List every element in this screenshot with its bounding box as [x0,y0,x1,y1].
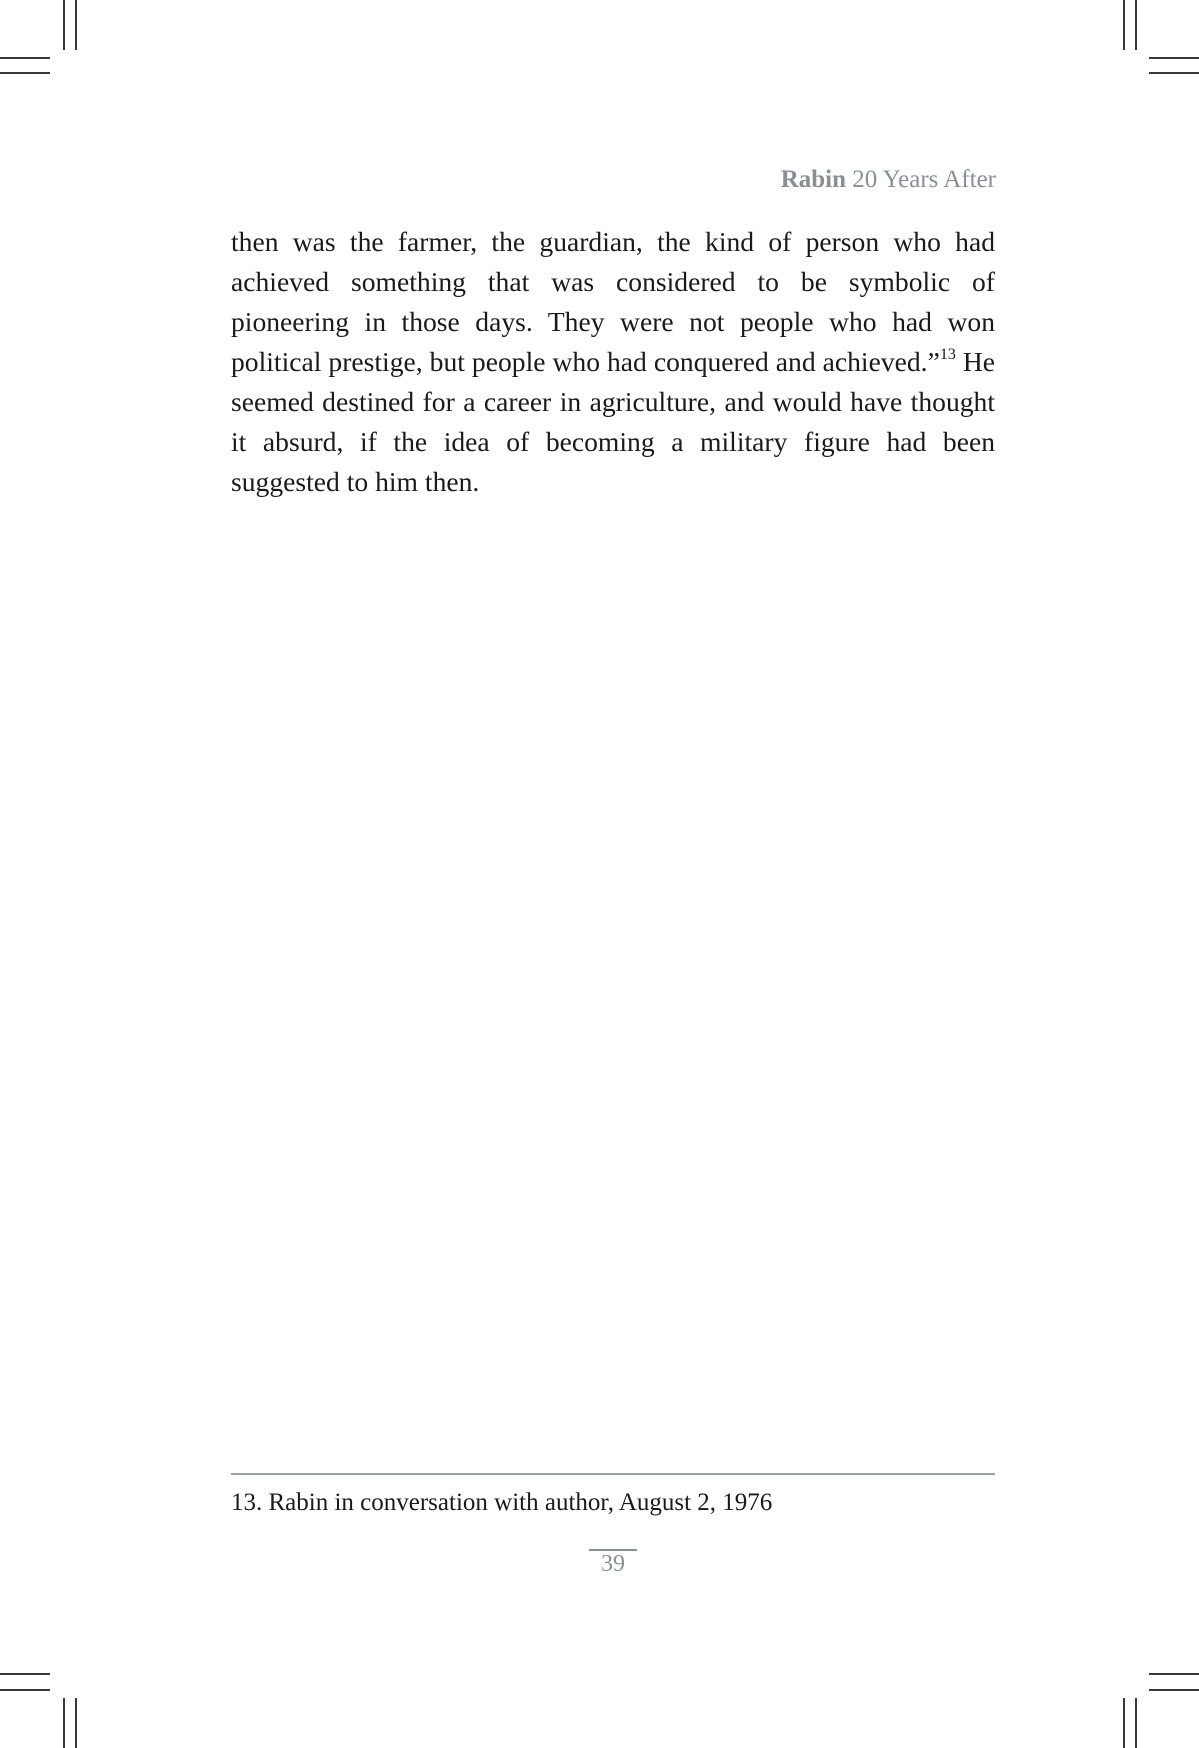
crop-mark-bottom-left-vertical-1 [63,1698,65,1748]
body-text [231,222,995,502]
crop-mark-bottom-right-horizontal-1 [1149,1673,1199,1675]
crop-mark-top-left-vertical-2 [75,0,77,50]
crop-mark-top-right-horizontal-1 [1149,57,1199,59]
body-text-before-note: then was the farmer, the guardian, the kind of person who had achieved something that was considered to be symbolic of pioneering in those days. They were not people who had won political prestige, but people who had conquered and achieved.” [231,226,995,377]
crop-mark-top-left-horizontal-1 [0,57,50,59]
crop-mark-bottom-right-vertical-1 [1123,1698,1125,1748]
crop-mark-top-right-vertical-2 [1135,0,1137,50]
body-text-after-note: He seemed destined for a career in agriculture, and would have thought it absurd, if the idea of becoming a military figure had been suggested to him then. [231,346,995,497]
crop-mark-bottom-left-horizontal-1 [0,1673,50,1675]
footnote-reference: 13 [939,346,956,363]
crop-mark-bottom-right-horizontal-2 [1149,1689,1199,1691]
running-header [781,166,996,194]
crop-mark-top-right-horizontal-2 [1149,72,1199,74]
crop-mark-top-left-horizontal-2 [0,72,50,74]
body-paragraph [231,222,995,502]
running-header-rest: 20 Years After [846,166,996,193]
crop-mark-bottom-left-horizontal-2 [0,1689,50,1691]
footnote-divider [231,1473,995,1475]
running-header-bold: Rabin [780,166,846,193]
footnote: 13. Rabin in conversation with author, August 2, 1976 [231,1489,773,1516]
crop-mark-top-right-vertical-1 [1123,0,1125,50]
crop-mark-top-left-vertical-1 [63,0,65,50]
crop-mark-bottom-left-vertical-2 [75,1698,77,1748]
page-number: 39 [601,1551,625,1577]
crop-mark-bottom-right-vertical-2 [1135,1698,1137,1748]
